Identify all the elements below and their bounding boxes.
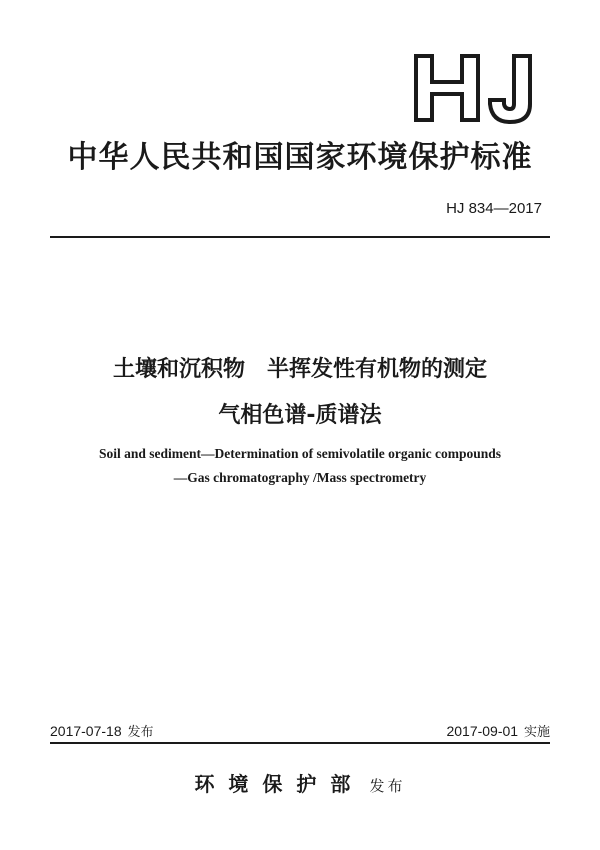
implementation-date (446, 721, 550, 740)
english-title-line2: —Gas chromatography /Mass spectrometry (173, 470, 427, 485)
chinese-title-topic: 半挥发性有机物的测定 (267, 357, 488, 382)
chinese-title-subject: 土壤和沉积物 (112, 357, 245, 382)
top-divider (50, 236, 550, 238)
implementation-date-value: 2017-09-01 (446, 723, 519, 739)
standard-series-title: 中华人民共和国国家环境保护标准 (67, 140, 533, 175)
issue-date-value: 2017-07-18 (50, 723, 122, 739)
publisher-action: 发布 (369, 777, 406, 795)
implementation-date-label: 实施 (523, 725, 550, 740)
english-title-line1: Soil and sediment—Determination of semivolatile organic compounds (99, 446, 501, 461)
standard-code: HJ 834—2017 (446, 200, 542, 217)
issue-date-label: 发布 (127, 725, 154, 740)
chinese-title-line2: 气相色谱-质谱法 (218, 403, 382, 428)
chinese-title-line1 (0, 352, 600, 383)
publisher (0, 768, 600, 797)
bottom-divider (50, 742, 550, 744)
publisher-org: 环境保护部 (194, 772, 365, 796)
hj-logo-icon (410, 52, 550, 124)
issue-date (50, 721, 154, 740)
